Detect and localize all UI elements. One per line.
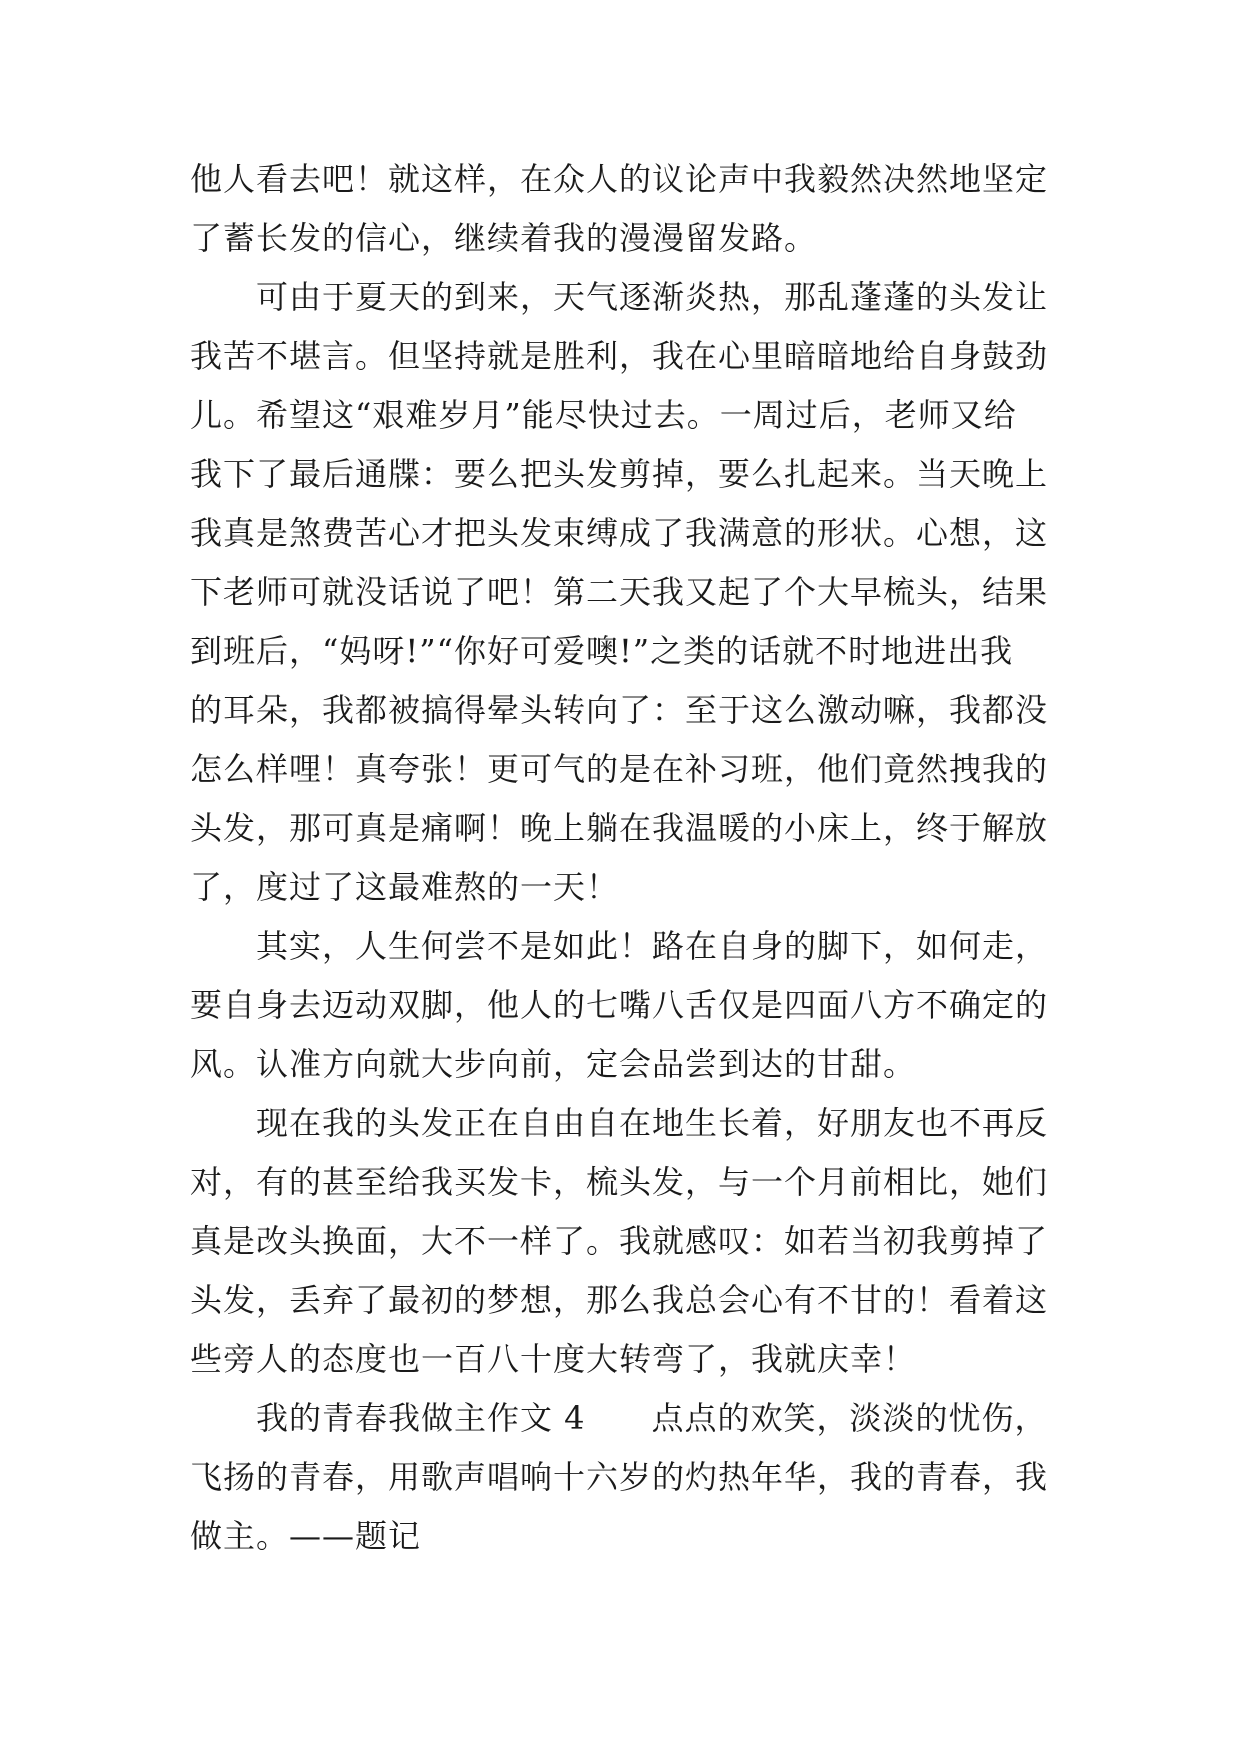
text-line: 到班后，“妈呀!”“你好可爱噢!”之类的话就不时地进出我 <box>190 632 1014 670</box>
text-line: 其实，人生何尝不是如此！路在自身的脚下，如何走， <box>190 927 1049 965</box>
text-line: 真是改头换面，大不一样了。我就感叹：如若当初我剪掉了 <box>190 1222 1049 1260</box>
text-line: 我真是煞费苦心才把头发束缚成了我满意的形状。心想，这 <box>190 514 1049 552</box>
text-line: 儿。希望这“艰难岁月”能尽快过去。一周过后，老师又给 <box>190 396 1017 434</box>
text-line: 的耳朵，我都被搞得晕头转向了：至于这么激动嘛，我都没 <box>190 691 1049 729</box>
text-line: 了，度过了这最难熬的一天！ <box>190 868 620 906</box>
text-line: 飞扬的青春，用歌声唱响十六岁的灼热年华，我的青春，我 <box>190 1458 1049 1496</box>
text-line: 了蓄长发的信心，继续着我的漫漫留发路。 <box>190 219 818 257</box>
text-line: 我苦不堪言。但坚持就是胜利，我在心里暗暗地给自身鼓劲 <box>190 337 1049 375</box>
essay-body <box>190 150 1050 1566</box>
text-line: 我下了最后通牒：要么把头发剪掉，要么扎起来。当天晚上 <box>190 455 1049 493</box>
text-line: 我的青春我做主作文 4 点点的欢笑，淡淡的忧伤， <box>190 1399 1048 1437</box>
text-line: 风。认准方向就大步向前，定会品尝到达的甘甜。 <box>190 1045 917 1083</box>
text-line: 他人看去吧！就这样，在众人的议论声中我毅然决然地坚定 <box>190 160 1049 198</box>
text-line: 下老师可就没话说了吧！第二天我又起了个大早梳头，结果 <box>190 573 1049 611</box>
text-line: 可由于夏天的到来，天气逐渐炎热，那乱蓬蓬的头发让 <box>190 278 1049 316</box>
text-line: 怎么样哩！真夸张！更可气的是在补习班，他们竟然拽我的 <box>190 750 1049 788</box>
text-line: 些旁人的态度也一百八十度大转弯了，我就庆幸！ <box>190 1340 917 1378</box>
text-line: 对，有的甚至给我买发卡，梳头发，与一个月前相比，她们 <box>190 1163 1049 1201</box>
text-line: 现在我的头发正在自由自在地生长着，好朋友也不再反 <box>190 1104 1049 1142</box>
text-line: 要自身去迈动双脚，他人的七嘴八舌仅是四面八方不确定的 <box>190 986 1049 1024</box>
text-line: 头发，那可真是痛啊！晚上躺在我温暖的小床上，终于解放 <box>190 809 1049 847</box>
text-line: 头发，丢弃了最初的梦想，那么我总会心有不甘的！看着这 <box>190 1281 1049 1319</box>
text-line: 做主。——题记 <box>190 1517 422 1555</box>
